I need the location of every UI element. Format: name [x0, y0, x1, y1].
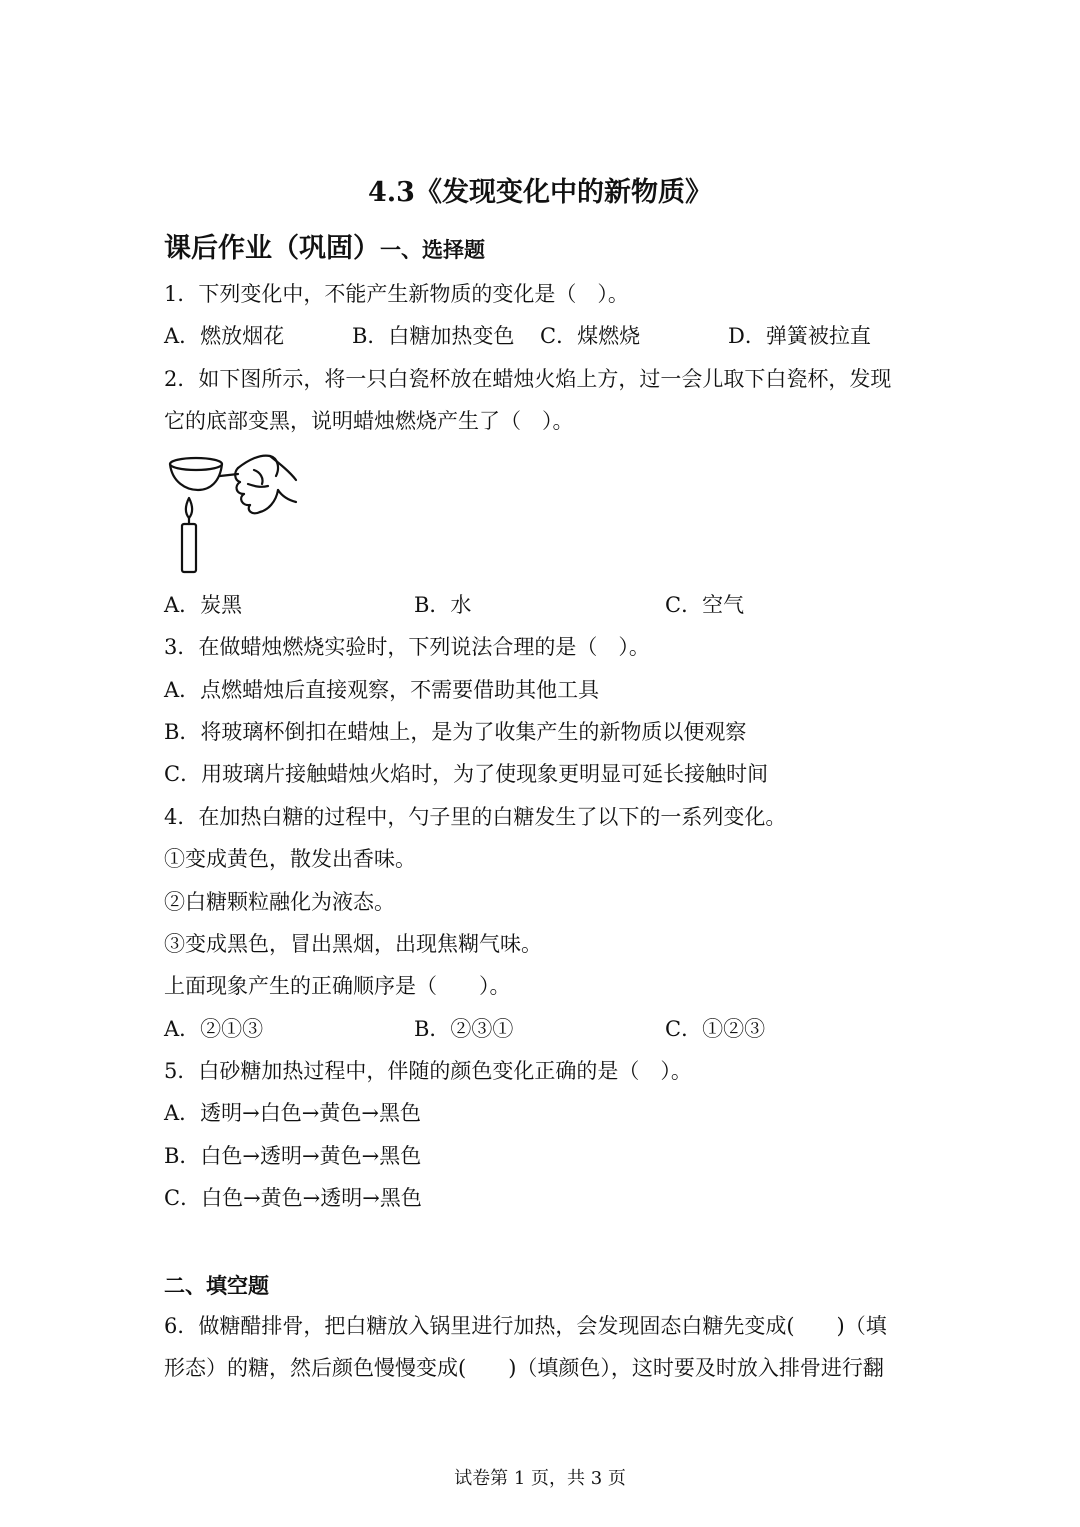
- q5-option-c: C．白色→黄色→透明→黑色: [164, 1186, 422, 1210]
- q1-option-a: A．燃放烟花: [164, 324, 285, 348]
- q4-option-a: A．②①③: [164, 1017, 264, 1041]
- question-2-stem-line2: 它的底部变黑，说明蜡烛燃烧产生了（ ）。: [164, 409, 574, 433]
- q4-ask: 上面现象产生的正确顺序是（ ）。: [164, 974, 511, 998]
- page-title: 4.3《发现变化中的新物质》: [368, 177, 712, 208]
- question-5-stem: 5．白砂糖加热过程中，伴随的颜色变化正确的是（ ）。: [164, 1059, 692, 1083]
- question-4-stem: 4．在加热白糖的过程中，勺子里的白糖发生了以下的一系列变化。: [164, 805, 787, 829]
- question-6-line2: 形态）的糖，然后颜色慢慢变成( )（填颜色），这时要及时放入排骨进行翻: [164, 1356, 884, 1380]
- q4-option-b: B．②③①: [414, 1017, 514, 1041]
- q5-option-b: B．白色→透明→黄色→黑色: [164, 1144, 422, 1168]
- q4-step-2: ②白糖颗粒融化为液态。: [164, 890, 395, 914]
- q2-option-b: B．水: [414, 593, 472, 617]
- question-1-stem: 1．下列变化中，不能产生新物质的变化是（ ）。: [164, 282, 629, 306]
- q3-option-a: A．点燃蜡烛后直接观察，不需要借助其他工具: [164, 678, 600, 702]
- q4-option-c: C．①②③: [665, 1017, 766, 1041]
- q2-option-c: C．空气: [665, 593, 745, 617]
- q3-option-b: B．将玻璃杯倒扣在蜡烛上，是为了收集产生的新物质以便观察: [164, 720, 747, 744]
- q5-option-a: A．透明→白色→黄色→黑色: [164, 1101, 421, 1125]
- section-heading-fill: 二、填空题: [164, 1274, 269, 1298]
- page-footer: 试卷第 1 页，共 3 页: [454, 1468, 626, 1489]
- candle-cup-illustration: [164, 450, 300, 578]
- question-2-stem-line1: 2．如下图所示，将一只白瓷杯放在蜡烛火焰上方，过一会儿取下白瓷杯，发现: [164, 367, 892, 391]
- q4-step-1: ①变成黄色，散发出香味。: [164, 847, 416, 871]
- q1-option-c: C．煤燃烧: [540, 324, 641, 348]
- section-heading-choice: 一、选择题: [380, 238, 485, 262]
- q2-option-a: A．炭黑: [164, 593, 243, 617]
- q1-option-b: B．白糖加热变色: [352, 324, 515, 348]
- q4-step-3: ③变成黑色，冒出黑烟，出现焦糊气味。: [164, 932, 542, 956]
- q3-option-c: C．用玻璃片接触蜡烛火焰时，为了使现象更明显可延长接触时间: [164, 762, 769, 786]
- homework-label: 课后作业（巩固）: [164, 233, 380, 264]
- question-3-stem: 3．在做蜡烛燃烧实验时，下列说法合理的是（ ）。: [164, 635, 650, 659]
- q1-option-d: D．弹簧被拉直: [728, 324, 871, 348]
- subtitle: [164, 226, 485, 265]
- question-6-line1: 6．做糖醋排骨，把白糖放入锅里进行加热，会发现固态白糖先变成( )（填: [164, 1314, 887, 1338]
